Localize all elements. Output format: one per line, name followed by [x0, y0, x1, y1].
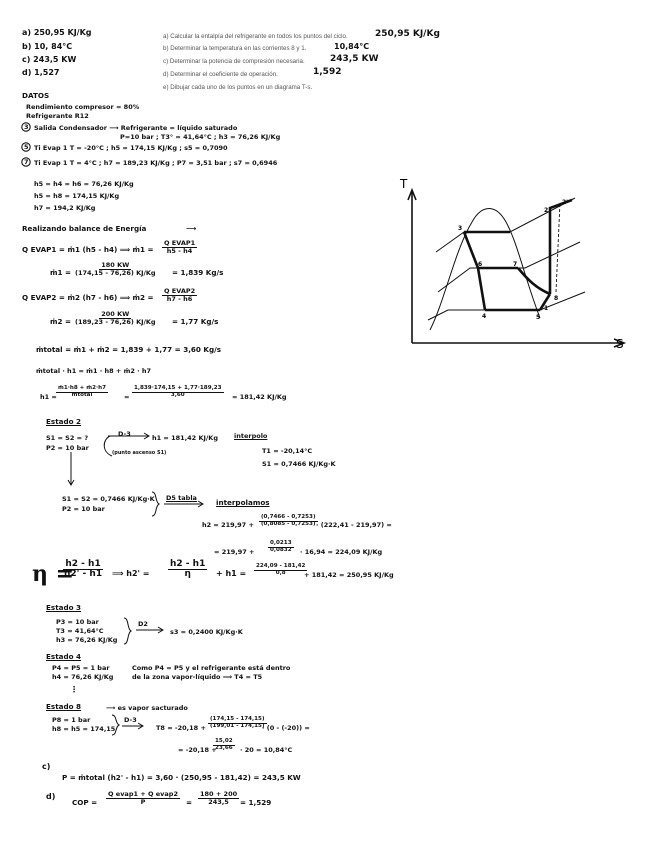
ts-cycle-expansion-1 — [464, 232, 485, 310]
ts-s-label: S — [616, 337, 624, 351]
estado8-eq2: = -20,18 + — [178, 746, 217, 754]
estado2-brace-icon — [150, 491, 162, 517]
eq-h1-num1: ṁ1·h8 + ṁ2·h7 — [58, 385, 107, 391]
question-e: e) Dibujar cada uno de los puntos en un diagrama T-s. — [163, 84, 313, 91]
estado2-h2-num: (0,7466 - 0,7253) — [261, 514, 316, 520]
part-d-cop: COP = — [72, 798, 98, 807]
datos-h-line-1: h5 = h4 = h6 = 76,26 KJ/Kg — [34, 180, 134, 188]
datos-c3-number: 3 — [24, 123, 29, 131]
estado3-title: Estado 3 — [46, 603, 82, 612]
estado2-d5-arrow — [164, 500, 206, 508]
energia-title-arrow: ⟶ — [186, 224, 197, 233]
estado2-h2-den: (0,8085 - 0,7253) — [261, 520, 316, 527]
part-d-num1: Q evap1 + Q evap2 — [108, 790, 178, 798]
eq-h1-result: = 181,42 KJ/Kg — [232, 393, 287, 401]
estado2-h2-result: · 16,94 = 224,09 KJ/Kg — [300, 548, 383, 556]
ts-point-5: 5 — [536, 314, 541, 321]
question-a-answer: 250,95 KJ/Kg — [375, 29, 440, 39]
ts-dashed-2 — [556, 202, 560, 292]
estado2-h2-den2: 0,0832 — [270, 546, 292, 553]
eq-qevap2: Q EVAP2 = ṁ2 (h7 - h6) ⟹ ṁ2 = — [22, 293, 154, 302]
ts-isobar-low — [428, 292, 585, 320]
eta-den2: η — [184, 569, 191, 580]
estado2-p2b: P2 = 10 bar — [62, 505, 105, 513]
estado8-d3: D-3 — [124, 716, 137, 724]
eta-den: h2' - h1 — [64, 569, 103, 580]
estado8-num: (174,15 - 174,15) — [210, 716, 265, 722]
estado2-punto: (punto ascenso S1) — [112, 450, 167, 456]
part-c-equation: P = ṁtotal (h2' - h1) = 3,60 · (250,95 - 181,42) = 243,5 KW — [62, 773, 301, 782]
eta-num2: h2 - h1 — [170, 559, 206, 569]
part-d-equals: = — [186, 798, 193, 807]
part-d-result: = 1,529 — [240, 798, 272, 807]
answer-a: a) 250,95 KJ/Kg — [22, 28, 92, 37]
estado3-t3: T3 = 41,64°C — [56, 627, 104, 635]
estado2-h2-post: · (222,41 - 219,97) = — [316, 521, 392, 529]
eta-den3: 0,8 — [275, 569, 286, 576]
eq-m2-den: (189,23 - 76,26) KJ/Kg — [75, 317, 156, 326]
answer-b: b) 10, 84°C — [22, 42, 73, 51]
estado2-title: Estado 2 — [46, 417, 82, 426]
eta-num: h2 - h1 — [65, 559, 101, 569]
estado8-result: · 20 = 10,84°C — [240, 746, 293, 754]
part-d-frac2 — [198, 791, 239, 806]
eq-h1-frac2 — [132, 386, 224, 399]
estado4-dots: ⋮ — [70, 685, 78, 694]
estado8-arrow — [122, 722, 146, 730]
ts-t-label: T — [400, 177, 408, 191]
answer-c: c) 243,5 KW — [22, 55, 77, 64]
part-d-num2: 180 + 200 — [200, 790, 238, 798]
part-c-label: c) — [42, 762, 51, 771]
part-d-den1: P — [140, 797, 146, 806]
estado8-eq-post: · (0 - (-20)) = — [262, 724, 310, 732]
estado3-d2: D2 — [138, 620, 148, 628]
eq-m2-result: = 1,77 Kg/s — [172, 317, 219, 326]
estado8-den2: 23,66 — [215, 744, 233, 751]
ts-point-7: 7 — [513, 261, 518, 268]
eta-num3: 224,09 - 181,42 — [256, 563, 306, 569]
eta-frac3 — [254, 564, 307, 577]
eta-plus: + h1 = — [216, 569, 247, 578]
eq-h1-frac1 — [56, 386, 108, 399]
estado8-den: (199,01 - 174,15) — [210, 722, 265, 729]
estado3-brace-icon — [122, 617, 134, 645]
datos-c7: Ti Evap 1 T = 4°C ; h7 = 189,23 KJ/Kg ; P7 = 3,51 bar ; s7 = 0,6946 — [34, 159, 278, 167]
estado4-p4: P4 = P5 = 1 bar — [52, 664, 110, 672]
eta-result: + 181,42 = 250,95 KJ/Kg — [304, 571, 394, 579]
eq-m1-num: 180 KW — [101, 261, 130, 269]
estado2-branch: D-3 — [118, 430, 131, 438]
eq-m1-result: = 1,839 Kg/s — [172, 268, 224, 277]
estado2-h2-num2: 0,0213 — [270, 540, 292, 546]
eq-qevap2-num: Q EVAP2 — [164, 287, 196, 295]
eq-h1-num2: 1,839·174,15 + 1,77·189,23 — [134, 385, 222, 391]
datos-rendimiento: Rendimiento compresor = 80% — [26, 103, 140, 111]
eta-frac2 — [168, 560, 207, 580]
eq-m2-num: 200 KW — [101, 310, 130, 318]
ts-point-2: 2 — [544, 207, 549, 214]
eq-qevap1: Q EVAP1 = ṁ1 (h5 - h4) ⟹ ṁ1 = — [22, 245, 154, 254]
eta-frac — [62, 560, 104, 580]
energia-title: Realizando balance de Energía — [22, 224, 147, 233]
estado8-frac — [208, 717, 267, 730]
answer-d: d) 1,527 — [22, 68, 60, 77]
question-d: d) Determinar el coeficiente de operación. — [163, 71, 278, 78]
eq-m1-frac — [73, 262, 158, 277]
ts-point-6: 6 — [478, 261, 483, 268]
estado2-branch-result: h1 = 181,42 KJ/Kg — [152, 434, 218, 442]
estado2-s1-value: S1 = 0,7466 KJ/Kg·K — [262, 460, 336, 468]
ts-point-1: 1 — [544, 305, 549, 312]
estado4-title: Estado 4 — [46, 652, 82, 661]
question-d-answer: 1,592 — [313, 67, 342, 77]
estado8-p8: P8 = 1 bar — [52, 716, 91, 724]
estado8-h8: h8 = h5 = 174,15 — [52, 725, 116, 733]
ts-point-3: 3 — [458, 225, 463, 232]
estado2-p2: P2 = 10 bar — [46, 444, 89, 452]
estado8-title: Estado 8 — [46, 702, 82, 711]
part-d-label: d) — [46, 792, 56, 801]
ts-point-2-prime: 2' — [562, 199, 569, 206]
estado2-h2-frac — [259, 515, 318, 528]
question-a: a) Calcular la entalpía del refrigerante en todos los puntos del ciclo. — [163, 33, 348, 40]
datos-refrigerante: Refrigerante R12 — [26, 112, 89, 120]
ts-cycle-mixing — [518, 268, 550, 294]
eq-m2-frac — [73, 311, 158, 326]
datos-c5-number: 5 — [24, 143, 29, 151]
eq-qevap2-den: h7 - h6 — [166, 294, 193, 303]
question-b: b) Determinar la temperatura en las corrientes 8 y 1. — [163, 45, 307, 52]
estado2-h2-frac2 — [268, 541, 294, 554]
estado3-result: s3 = 0,2400 KJ/Kg·K — [170, 628, 243, 636]
part-d-den2: 243,5 — [208, 797, 229, 806]
estado2-t1: T1 = -20,14°C — [262, 447, 313, 455]
estado2-d5: D5 tabla — [166, 494, 197, 502]
estado8-num2: 15,02 — [215, 738, 233, 744]
eq-h1-den1: ṁtotal — [71, 391, 93, 398]
eq-h1: h1 = — [40, 393, 57, 401]
question-b-answer: 10,84°C — [334, 42, 370, 51]
estado3-arrow — [136, 626, 166, 634]
estado3-h3: h3 = 76,26 KJ/Kg — [56, 636, 118, 644]
estado2-down-arrow — [66, 452, 76, 488]
datos-c5: Ti Evap 1 T = -20°C ; h5 = 174,15 KJ/Kg ; s5 = 0,7090 — [34, 144, 228, 152]
eq-mtotal-h1: ṁtotal · h1 = ṁ1 · h8 + ṁ2 · h7 — [36, 367, 152, 375]
estado8-brace-icon — [110, 714, 122, 736]
ts-point-8: 8 — [554, 295, 559, 302]
datos-title: DATOS — [22, 91, 50, 100]
datos-c3-a: Salida Condensador ⟶ Refrigerante = líquido saturado — [34, 124, 238, 132]
estado8-frac2 — [213, 739, 235, 752]
eq-qevap1-frac — [162, 240, 197, 255]
datos-c7-number: 7 — [24, 158, 29, 166]
eq-qevap1-den: h5 - h4 — [166, 246, 193, 255]
estado8-note: ⟶ es vapor sacturado — [106, 704, 188, 712]
estado2-s1: S1 = S2 = ? — [46, 434, 89, 442]
eq-qevap2-frac — [162, 288, 197, 303]
eta-arrow: ⟹ h2' = — [112, 569, 150, 578]
datos-h-line-3: h7 = 194,2 KJ/Kg — [34, 204, 96, 212]
eq-mtotal: ṁtotal = ṁ1 + ṁ2 = 1,839 + 1,77 = 3,60 Kg/s — [36, 345, 222, 354]
eta-symbol: η = — [32, 561, 75, 587]
datos-c3-b: P=10 bar ; T3° = 41,64°C ; h3 = 76,26 KJ/Kg — [120, 133, 281, 141]
datos-h-line-2: h5 = h8 = 174,15 KJ/Kg — [34, 192, 120, 200]
estado4-text-2: de la zona vapor-líquido ⟹ T4 = T5 — [132, 673, 263, 681]
part-d-frac1 — [106, 791, 180, 806]
eq-qevap1-num: Q EVAP1 — [164, 239, 196, 247]
question-c-answer: 243,5 KW — [330, 54, 379, 64]
eq-h1-den2: 3,60 — [170, 391, 185, 398]
estado4-h4: h4 = 76,26 KJ/Kg — [52, 673, 114, 681]
eq-m2: ṁ2 = — [50, 317, 72, 326]
estado2-interpolo: interpolo — [234, 432, 268, 440]
question-c: c) Determinar la potencia de compresión necesaria. — [163, 58, 305, 65]
estado2-h2-line2: = 219,97 + — [214, 548, 255, 556]
ts-point-4: 4 — [482, 313, 487, 320]
estado2-interpolamos: interpolamos — [216, 498, 270, 507]
estado4-text-1: Como P4 = P5 y el refrigerante está dentro — [132, 664, 291, 672]
estado2-s1s2: S1 = S2 = 0,7466 KJ/Kg·K — [62, 495, 155, 503]
estado8-eq: T8 = -20,18 + — [156, 724, 206, 732]
eq-m1-den: (174,15 - 76,26) KJ/Kg — [75, 268, 156, 277]
estado2-h2: h2 = 219,97 + — [202, 521, 254, 529]
eq-h1-equals: = — [124, 393, 130, 401]
ts-diagram — [400, 177, 640, 360]
estado3-p3: P3 = 10 bar — [56, 618, 99, 626]
eq-m1: ṁ1 = — [50, 268, 72, 277]
